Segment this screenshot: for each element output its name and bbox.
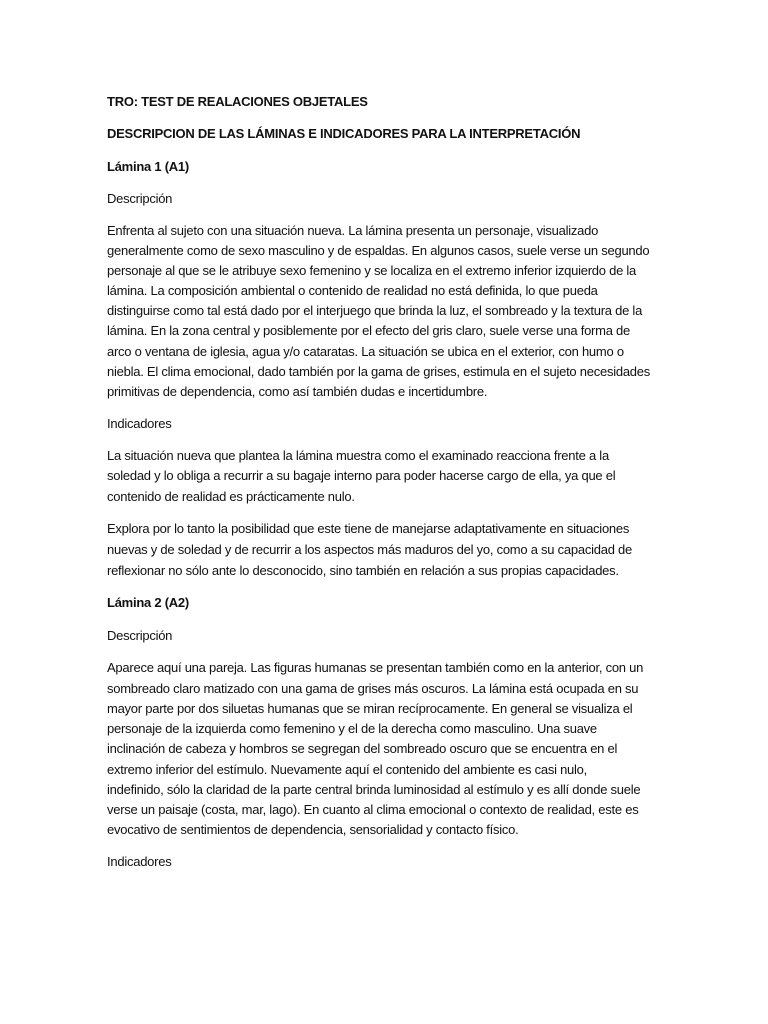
paragraph-line: distinguirse como tal está dado por el interjuego que brinda la luz, el sombreado y la textura de la bbox=[107, 303, 643, 318]
lamina-1-indicadores-heading: Indicadores bbox=[107, 416, 172, 431]
paragraph-line: lámina. En la zona central y posiblemente por el efecto del gris claro, suele verse una forma de bbox=[107, 323, 631, 338]
paragraph-line: primitivas de dependencia, como así también dudas e incertidumbre. bbox=[107, 384, 488, 399]
paragraph-line: nuevas y de soledad y de recurrir a los aspectos más maduros del yo, como a su capacidad de bbox=[107, 542, 632, 557]
paragraph-line: Enfrenta al sujeto con una situación nueva. La lámina presenta un personaje, visualizado bbox=[107, 223, 599, 238]
document-subtitle: DESCRIPCION DE LAS LÁMINAS E INDICADORES PARA LA INTERPRETACIÓN bbox=[107, 126, 581, 141]
paragraph-line: personaje de la izquierda como femenino y el de la derecha como masculino. Una suave bbox=[107, 721, 597, 736]
paragraph-line: contenido de realidad es prácticamente nulo. bbox=[107, 489, 355, 504]
document-title: TRO: TEST DE REALACIONES OBJETALES bbox=[107, 94, 368, 109]
paragraph-line: reflexionar no sólo ante lo desconocido, sino también en relación a sus propias capacidades. bbox=[107, 563, 619, 578]
paragraph-line: Aparece aquí una pareja. Las figuras humanas se presentan también como en la anterior, con un bbox=[107, 660, 644, 675]
lamina-1-heading: Lámina 1 (A1) bbox=[107, 159, 189, 174]
paragraph-line: arco o ventana de iglesia, agua y/o cataratas. La situación se ubica en el exterior, con humo o bbox=[107, 344, 624, 359]
paragraph-line: niebla. El clima emocional, dado también por la gama de grises, estimula en el sujeto necesidades bbox=[107, 364, 651, 379]
paragraph-line: mayor parte por dos siluetas humanas que se miran recíprocamente. En general se visualiza el bbox=[107, 701, 633, 716]
paragraph-line: personaje al que se le atribuye sexo femenino y se localiza en el extremo inferior izquierdo de la bbox=[107, 263, 637, 278]
paragraph-line: generalmente como de sexo masculino y de espaldas. En algunos casos, suele verse un segundo bbox=[107, 243, 650, 258]
paragraph-line: inclinación de cabeza y hombros se segregan del sombreado oscuro que se encuentra en el bbox=[107, 741, 618, 756]
paragraph-line: soledad y lo obliga a recurrir a su bagaje interno para poder hacerse cargo de ella, ya que el bbox=[107, 468, 616, 483]
paragraph-line: La situación nueva que plantea la lámina muestra como el examinado reacciona frente a la bbox=[107, 448, 609, 463]
paragraph-line: verse un paisaje (costa, mar, lago). En cuanto al clima emocional o contexto de realidad, este es bbox=[107, 802, 639, 817]
paragraph-line: evocativo de sentimientos de dependencia, sensorialidad y contacto físico. bbox=[107, 822, 519, 837]
lamina-2-descripcion-heading: Descripción bbox=[107, 628, 173, 643]
paragraph-line: indefinido, sólo la claridad de la parte central brinda luminosidad al estímulo y es allí donde suele bbox=[107, 782, 641, 797]
lamina-1-descripcion-heading: Descripción bbox=[107, 191, 173, 206]
paragraph-line: lámina. La composición ambiental o contenido de realidad no está definida, lo que pueda bbox=[107, 283, 598, 298]
lamina-2-indicadores-heading: Indicadores bbox=[107, 854, 172, 869]
paragraph-line: sombreado claro matizado con una gama de grises más oscuros. La lámina está ocupada en su bbox=[107, 681, 639, 696]
paragraph-line: Explora por lo tanto la posibilidad que este tiene de manejarse adaptativamente en situaciones bbox=[107, 521, 630, 536]
lamina-2-heading: Lámina 2 (A2) bbox=[107, 595, 189, 610]
paragraph-line: extremo inferior del estímulo. Nuevamente aquí el contenido del ambiente es casi nulo, bbox=[107, 762, 588, 777]
